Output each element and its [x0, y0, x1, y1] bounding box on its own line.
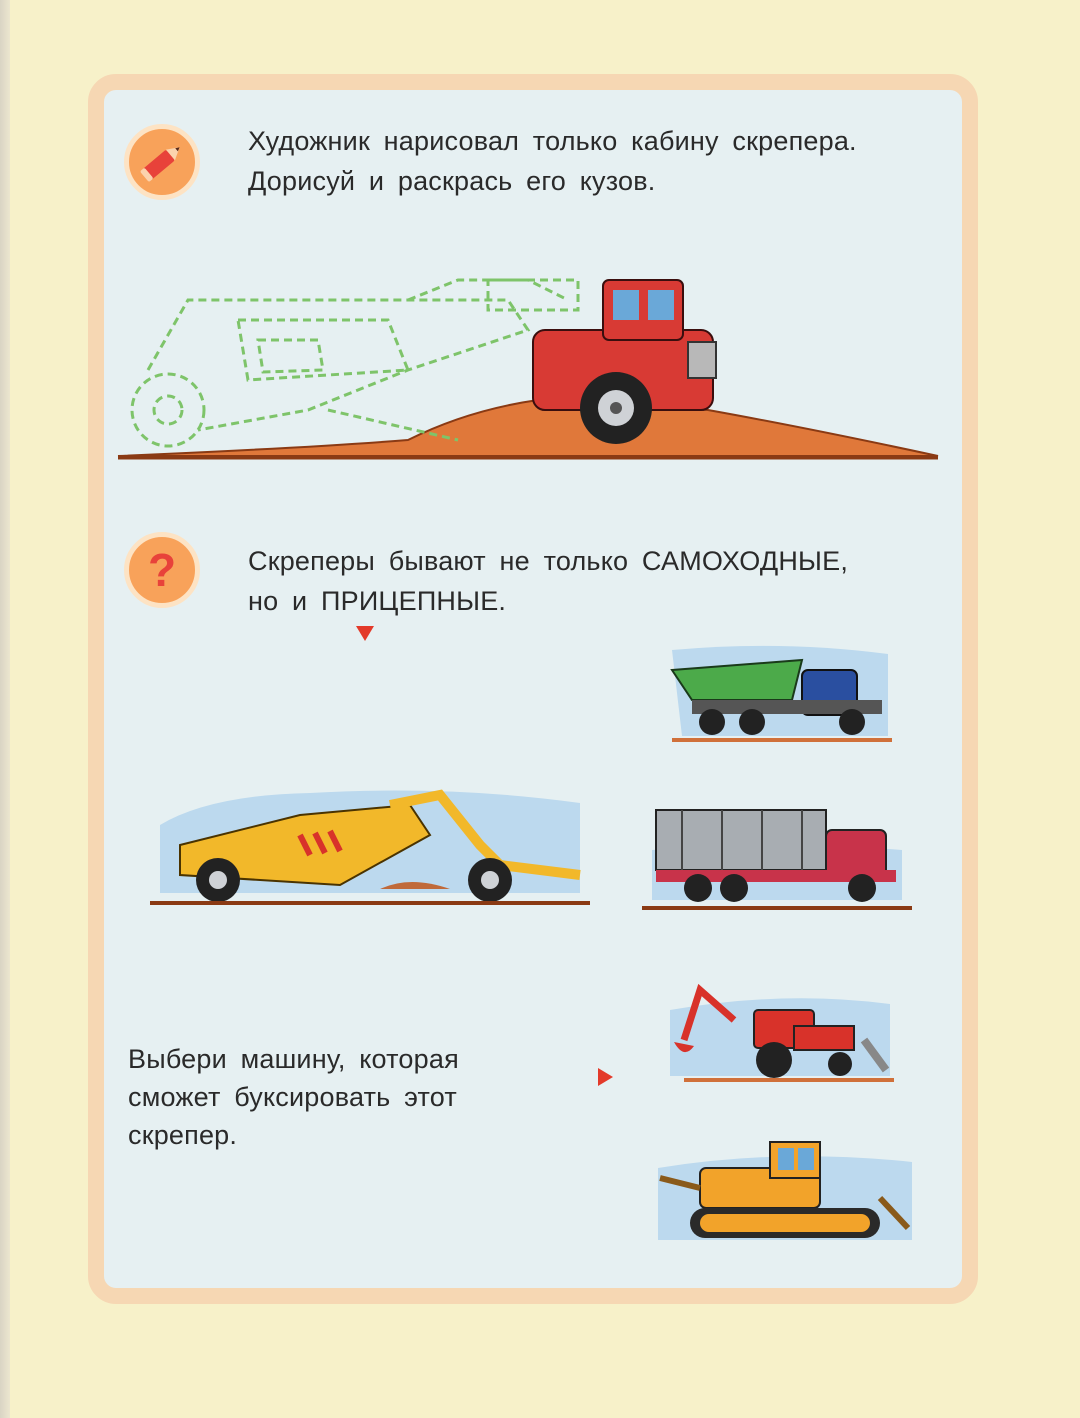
task3-line3: скрепер.: [128, 1120, 238, 1150]
scraper-outline-illustration: [108, 260, 948, 470]
backhoe-tractor-illustration: [664, 980, 896, 1086]
question-icon: [124, 532, 200, 608]
pencil-icon: [124, 124, 200, 200]
task1-line2: Дорисуй и раскрась его кузов.: [248, 166, 656, 196]
trailed-scraper-illustration: [150, 785, 590, 910]
question-mark: ?: [147, 544, 177, 596]
pointer-marker-right: [598, 1068, 613, 1086]
task2-line2: но и ПРИЦЕПНЫЕ.: [248, 586, 507, 616]
crawler-tractor-illustration: [650, 1128, 920, 1253]
pointer-marker-down: [356, 626, 374, 641]
task1-line1: Художник нарисовал только кабину скрепера.: [248, 126, 857, 156]
task3-line1: Выбери машину, которая: [128, 1044, 459, 1074]
task3-line2: сможет буксировать этот: [128, 1082, 457, 1112]
dump-truck-illustration: [662, 640, 898, 750]
page-edge: [0, 0, 10, 1418]
timber-truck-illustration: [642, 790, 912, 915]
task2-line1: Скреперы бывают не только САМОХОДНЫЕ,: [248, 546, 849, 576]
